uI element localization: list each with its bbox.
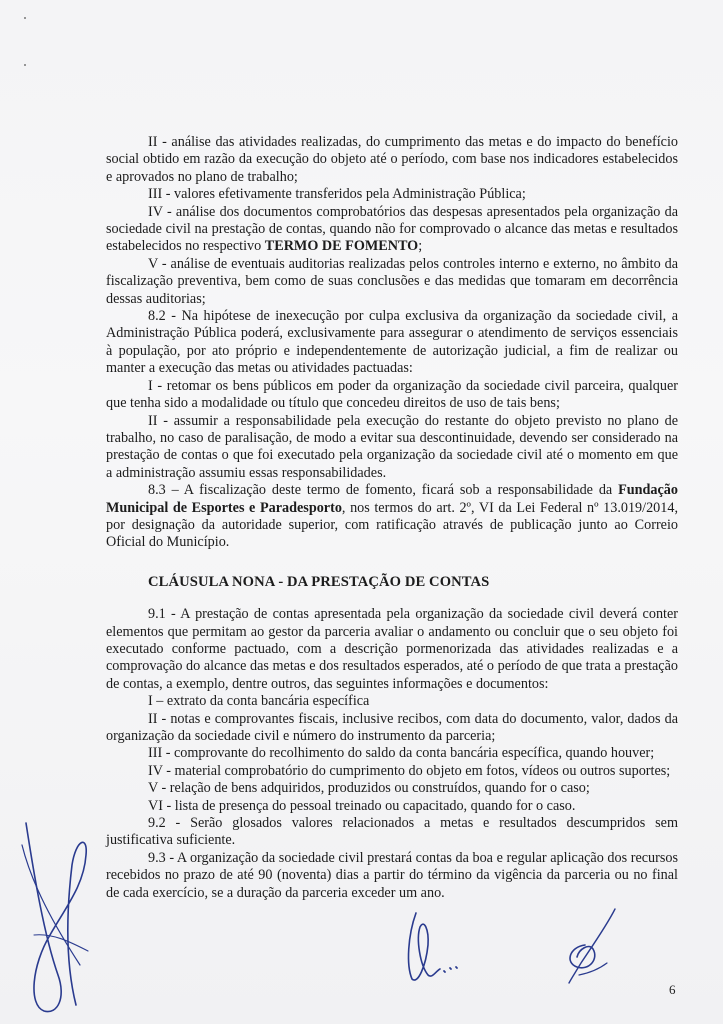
document-body xyxy=(106,134,678,902)
signature-center xyxy=(398,905,468,985)
paragraph: 9.1 - A prestação de contas apresentada pela organização da sociedade civil deverá conter elementos que permitam ao gestor da parceria avaliar o andamento ou concluir que o seu objeto foi executado conforme pactuado, com a descrição pormenorizada das atividades realizadas e a comprovação do alcance das metas e dos resultados esperados, até o período de que trata a prestação de contas, a exemplo, dentre outros, das seguintes informações e documentos: xyxy=(106,606,678,692)
paper-speck xyxy=(24,64,26,66)
bold-term: TERMO DE FOMENTO xyxy=(264,238,419,255)
list-item: I – extrato da conta bancária específica xyxy=(148,693,370,710)
list-item: VI - lista de presença do pessoal treinado ou capacitado, quando for o caso. xyxy=(148,797,576,814)
paragraph: IV - análise dos documentos comprobatórios das despesas apresentados pela organização da sociedade civil na prestação de contas, quando não for comprovado o alcance das metas e resultados estabelecidos no respectivo TERMO DE FOMENTO; xyxy=(106,203,678,255)
paragraph: II - assumir a responsabilidade pela execução do restante do objeto previsto no plano de trabalho, no caso de paralisação, de modo a evitar sua descontinuidade, devendo ser considerado na prestação de contas o que foi executado pela organização da sociedade civil até o momento em que a administração assumiu essas responsabilidades. xyxy=(106,412,678,481)
list-item: IV - material comprobatório do cumprimento do objeto em fotos, vídeos ou outros suportes; xyxy=(148,762,671,779)
section-heading: CLÁUSULA NONA - DA PRESTAÇÃO DE CONTAS xyxy=(148,573,490,590)
paragraph: 8.3 – A fiscalização deste termo de fomento, ficará sob a responsabilidade da Fundação Municipal de Esportes e Paradesporto, nos termos do art. 2º, VI da Lei Federal nº 13.019/2014, por designação da autoridade superior, com ratificação através de publicação junto ao Correio Oficial do Município. xyxy=(106,482,679,551)
paper-speck xyxy=(24,17,26,19)
paragraph: 9.3 - A organização da sociedade civil prestará contas da boa e regular aplicação dos recursos recebidos no prazo de até 90 (noventa) dias a partir do término da vigência da parceria ou no final de cada exercício, se a duração da parceria exceder um ano. xyxy=(106,849,678,901)
paragraph: III - valores efetivamente transferidos pela Administração Pública; xyxy=(148,186,526,203)
signature-right xyxy=(555,905,625,985)
paragraph: II - análise das atividades realizadas, do cumprimento das metas e do impacto do benefício social obtido em razão da execução do objeto até o período, com base nos indicadores estabelecidos e aprovados no plano de trabalho; xyxy=(106,134,678,185)
paragraph: 8.2 - Na hipótese de inexecução por culpa exclusiva da organização da sociedade civil, a Administração Pública poderá, exclusivamente para assegurar o atendimento de serviços essenciais à população, por ato próprio e independentemente de autorização judicial, a fim de realizar ou manter a execução das metas ou atividades pactuadas: xyxy=(106,308,678,377)
paragraph: V - análise de eventuais auditorias realizadas pelos controles interno e externo, no âmbito da fiscalização preventiva, bem como de suas conclusões e das medidas que tomaram em decorrência dessas auditorias; xyxy=(106,255,678,307)
list-item: II - notas e comprovantes fiscais, inclusive recibos, com data do documento, valor, dados da organização da sociedade civil e número do instrumento da parceria; xyxy=(106,710,678,744)
paragraph: 9.2 - Serão glosados valores relacionados a metas e resultados descumpridos sem justificativa suficiente. xyxy=(106,815,678,849)
paragraph: I - retomar os bens públicos em poder da organização da sociedade civil parceira, qualquer que tenha sido a modalidade ou título que concedeu direitos de uso de tais bens; xyxy=(106,377,678,412)
signature-left xyxy=(14,815,104,1020)
list-item: III - comprovante do recolhimento do saldo da conta bancária específica, quando houver; xyxy=(148,745,655,762)
bold-term: Fundação Municipal de Esportes e Paradesporto xyxy=(106,482,678,516)
page-number: 6 xyxy=(669,982,676,997)
list-item: V - relação de bens adquiridos, produzidos ou construídos, quando for o caso; xyxy=(148,780,590,797)
